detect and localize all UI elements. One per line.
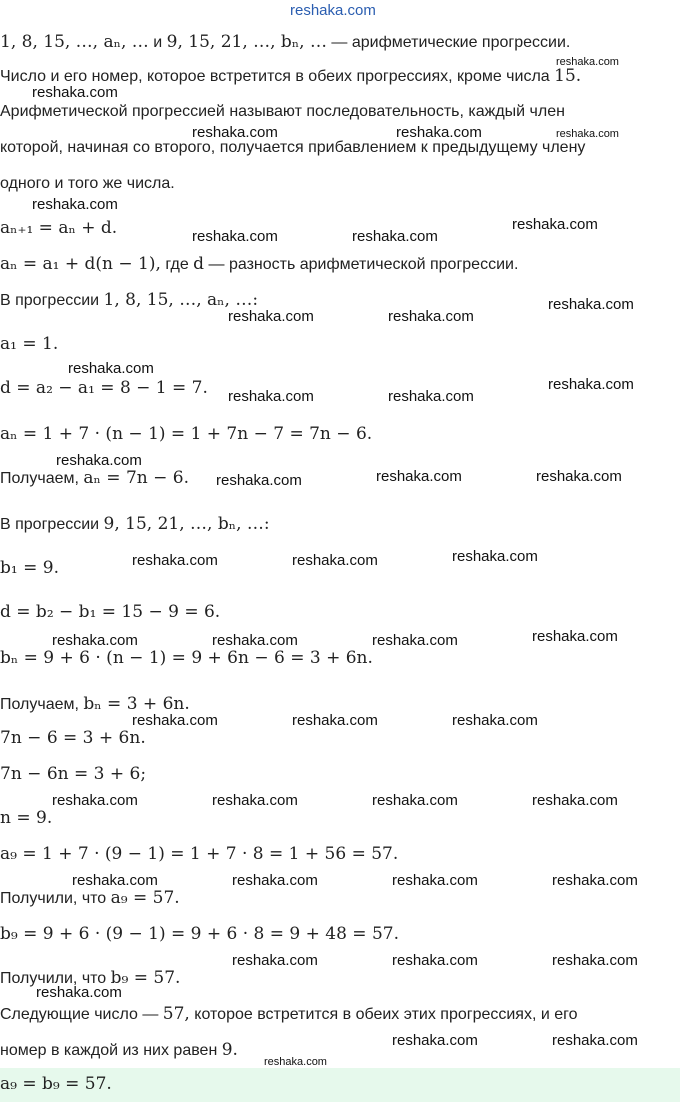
progression-b-heading-text: В прогрессии — [0, 516, 104, 533]
a-result-line — [0, 468, 189, 489]
b-general-term: bₙ = 9 + 6 · (n − 1) = 9 + 6n − 6 = 3 + 6n. — [0, 648, 373, 668]
answer-box — [0, 1068, 680, 1102]
watermark: reshaka.com — [232, 872, 318, 889]
watermark: reshaka.com — [392, 952, 478, 969]
statement-text: — арифметические прогрессии. — [326, 34, 571, 51]
a9-result-line — [0, 888, 180, 909]
watermark: reshaka.com — [292, 712, 378, 729]
watermark: reshaka.com — [376, 468, 462, 485]
difference-symbol: d — [193, 254, 205, 274]
b1-value: b₁ = 9. — [0, 558, 59, 578]
site-header-link[interactable]: reshaka.com — [290, 2, 376, 19]
watermark: reshaka.com — [352, 228, 438, 245]
conclusion-text-3: номер в каждой из них равен — [0, 1042, 222, 1059]
watermark: reshaka.com — [72, 872, 158, 889]
final-answer: a₉ = b₉ = 57. — [0, 1074, 112, 1094]
equation-step-1: 7n − 6 = 3 + 6n. — [0, 728, 146, 748]
watermark: reshaka.com — [396, 124, 482, 141]
conclusion-number: 57, — [162, 1004, 190, 1024]
watermark: reshaka.com — [556, 128, 619, 140]
watermark: reshaka.com — [232, 952, 318, 969]
watermark: reshaka.com — [132, 712, 218, 729]
watermark: reshaka.com — [388, 388, 474, 405]
progression-a-math: 1, 8, 15, …, aₙ, … — [0, 32, 149, 52]
progression-a-heading — [0, 290, 258, 311]
conclusion-text-1: Следующие число — — [0, 1006, 163, 1023]
question-number: 15. — [554, 66, 582, 86]
watermark: reshaka.com — [192, 228, 278, 245]
watermark: reshaka.com — [388, 308, 474, 325]
watermark: reshaka.com — [52, 792, 138, 809]
conclusion-line-1 — [0, 1004, 578, 1025]
watermark: reshaka.com — [556, 56, 619, 68]
conclusion-text-2: которое встретится в обеих этих прогрессиях, и его — [189, 1006, 578, 1023]
watermark: reshaka.com — [512, 216, 598, 233]
conjunction-text: и — [148, 34, 167, 51]
watermark: reshaka.com — [212, 632, 298, 649]
definition-line-3: одного и того же числа. — [0, 175, 175, 192]
recurrence-formula: aₙ₊₁ = aₙ + d. — [0, 218, 118, 238]
a9-result-text: Получили, что — [0, 890, 111, 907]
watermark: reshaka.com — [372, 792, 458, 809]
watermark: reshaka.com — [36, 984, 122, 1001]
watermark: reshaka.com — [552, 952, 638, 969]
watermark: reshaka.com — [56, 452, 142, 469]
b-result-text: Получаем, — [0, 696, 84, 713]
b-difference: d = b₂ − b₁ = 15 − 9 = 6. — [0, 602, 221, 622]
difference-description: — разность арифметической прогрессии. — [204, 256, 519, 273]
watermark: reshaka.com — [452, 712, 538, 729]
watermark: reshaka.com — [212, 792, 298, 809]
b9-computation: b₉ = 9 + 6 · (9 − 1) = 9 + 6 · 8 = 9 + 48 = 57. — [0, 924, 399, 944]
conclusion-line-2 — [0, 1040, 238, 1061]
watermark: reshaka.com — [52, 632, 138, 649]
equation-step-2: 7n − 6n = 3 + 6; — [0, 764, 147, 784]
progression-a-heading-text: В прогрессии — [0, 292, 104, 309]
watermark: reshaka.com — [292, 552, 378, 569]
watermark: reshaka.com — [392, 1032, 478, 1049]
watermark: reshaka.com — [532, 628, 618, 645]
general-term-formula-line — [0, 254, 518, 275]
watermark: reshaka.com — [536, 468, 622, 485]
progression-a-heading-math: 1, 8, 15, …, aₙ, …: — [103, 290, 259, 310]
watermark: reshaka.com — [392, 872, 478, 889]
b9-result-math: b₉ = 57. — [110, 968, 181, 988]
a-general-term: aₙ = 1 + 7 · (n − 1) = 1 + 7n − 7 = 7n − 6. — [0, 424, 373, 444]
progression-b-heading — [0, 514, 270, 535]
watermark: reshaka.com — [548, 296, 634, 313]
watermark: reshaka.com — [372, 632, 458, 649]
watermark: reshaka.com — [132, 552, 218, 569]
watermark: reshaka.com — [264, 1056, 327, 1068]
watermark: reshaka.com — [228, 308, 314, 325]
question-text: Число и его номер, которое встретится в обеих прогрессиях, кроме числа — [0, 68, 555, 85]
a-difference: d = a₂ − a₁ = 8 − 1 = 7. — [0, 378, 208, 398]
watermark: reshaka.com — [228, 388, 314, 405]
definition-line-1: Арифметической прогрессией называют последовательность, каждый член — [0, 103, 565, 120]
watermark: reshaka.com — [548, 376, 634, 393]
watermark: reshaka.com — [552, 1032, 638, 1049]
watermark: reshaka.com — [32, 196, 118, 213]
a9-result-math: a₉ = 57. — [110, 888, 180, 908]
watermark: reshaka.com — [552, 872, 638, 889]
a-result-text: Получаем, — [0, 470, 84, 487]
watermark: reshaka.com — [452, 548, 538, 565]
watermark: reshaka.com — [68, 360, 154, 377]
general-term-formula: aₙ = a₁ + d(n − 1), — [0, 254, 161, 274]
definition-line-2: которой, начиная со второго, получается прибавлением к предыдущему члену — [0, 139, 586, 156]
equation-solution: n = 9. — [0, 808, 53, 828]
where-text: где — [160, 256, 194, 273]
watermark: reshaka.com — [532, 792, 618, 809]
progression-b-math: 9, 15, 21, …, bₙ, … — [166, 32, 327, 52]
b-result-math: bₙ = 3 + 6n. — [83, 694, 190, 714]
b9-result-text: Получили, что — [0, 970, 111, 987]
conclusion-index: 9. — [221, 1040, 238, 1060]
problem-statement-line — [0, 32, 570, 53]
progression-b-heading-math: 9, 15, 21, …, bₙ, …: — [103, 514, 270, 534]
watermark: reshaka.com — [192, 124, 278, 141]
a9-computation: a₉ = 1 + 7 · (9 − 1) = 1 + 7 · 8 = 1 + 56 = 57. — [0, 844, 399, 864]
a1-value: a₁ = 1. — [0, 334, 59, 354]
watermark: reshaka.com — [32, 84, 118, 101]
watermark: reshaka.com — [216, 472, 302, 489]
a-result-math: aₙ = 7n − 6. — [83, 468, 189, 488]
